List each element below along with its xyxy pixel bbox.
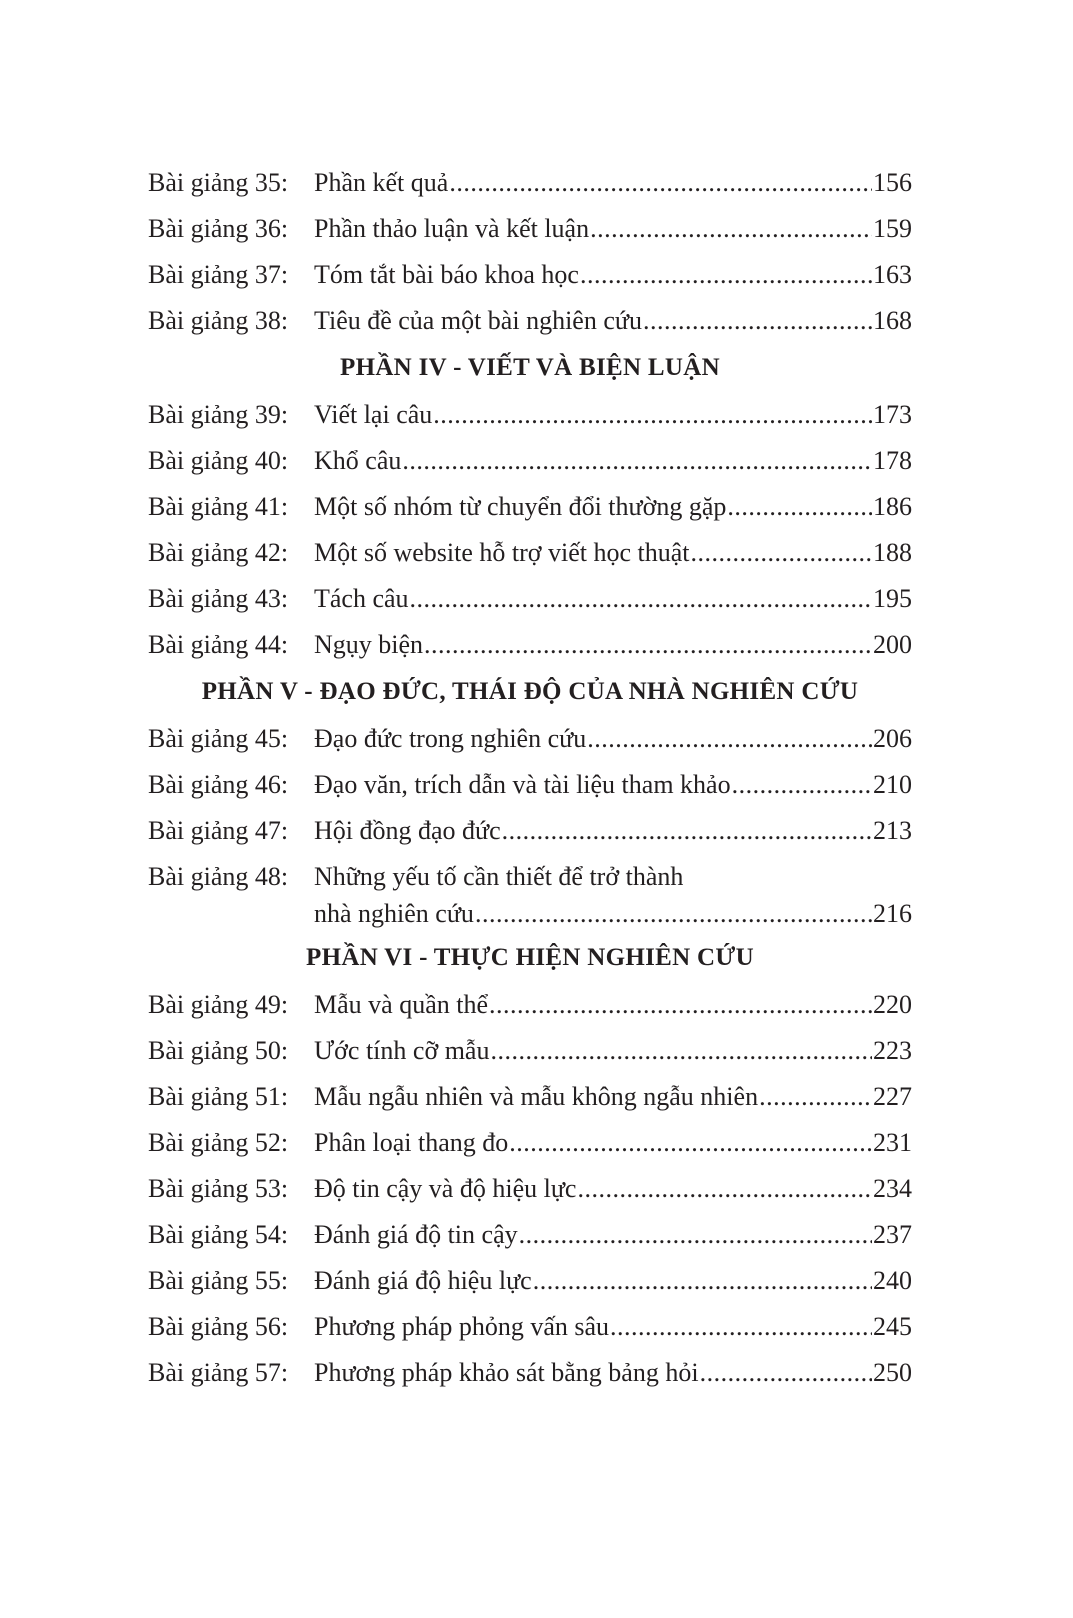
toc-entry [148,762,912,808]
toc-entry [148,530,912,576]
lecture-label: Bài giảng 50: [148,1036,289,1065]
dot-leader [691,530,872,576]
lecture-title: Đánh giá độ tin cậy [314,1220,518,1249]
dot-leader [700,1350,872,1396]
toc-entry [148,1258,912,1304]
page-number: 240 [873,1266,912,1295]
page-number: 173 [873,400,912,429]
toc-entry [148,1304,912,1350]
lecture-title: Tiêu đề của một bài nghiên cứu [314,306,642,335]
lecture-label: Bài giảng 46: [148,770,289,799]
toc-entry [148,484,912,530]
lecture-label: Bài giảng 53: [148,1174,289,1203]
toc-entry [148,298,912,344]
toc-entry [148,576,912,622]
lecture-label: Bài giảng 51: [148,1082,289,1111]
page-number: 156 [873,168,912,197]
page-number: 206 [873,724,912,753]
page-number: 220 [873,990,912,1019]
page-number: 186 [873,492,912,521]
dot-leader [590,206,872,252]
lecture-label: Bài giảng 38: [148,306,289,335]
dot-leader [727,484,872,530]
lecture-label: Bài giảng 47: [148,816,289,845]
toc-entry [148,1028,912,1074]
dot-leader [490,1028,872,1074]
section-heading: PHẦN VI - THỰC HIỆN NGHIÊN CỨU [306,944,754,971]
lecture-label: Bài giảng 44: [148,630,289,659]
page-number: 178 [873,446,912,475]
dot-leader [449,160,872,206]
page-number: 250 [873,1358,912,1387]
dot-leader [402,438,872,484]
lecture-title: Phương pháp phỏng vấn sâu [314,1312,610,1341]
lecture-label: Bài giảng 55: [148,1266,289,1295]
page-number: 237 [873,1220,912,1249]
lecture-title: Một số nhóm từ chuyển đổi thường gặp [314,492,727,521]
toc-entry [148,252,912,298]
lecture-label: Bài giảng 57: [148,1358,289,1387]
dot-leader [732,762,872,808]
dot-leader [587,716,872,762]
lecture-title: Đạo văn, trích dẫn và tài liệu tham khảo [314,770,731,799]
lecture-label: Bài giảng 40: [148,446,289,475]
lecture-title: Mẫu và quần thể [314,990,489,1019]
lecture-title: Phần thảo luận và kết luận [314,214,590,243]
page-number: 231 [873,1128,912,1157]
page-number: 216 [873,899,912,928]
lecture-title: Phương pháp khảo sát bằng bảng hỏi [314,1358,699,1387]
dot-leader [433,392,872,438]
dot-leader [759,1074,872,1120]
toc-entry [148,1166,912,1212]
page-number: 159 [873,214,912,243]
toc-entry [148,160,912,206]
dot-leader [580,252,872,298]
lecture-label: Bài giảng 45: [148,724,289,753]
toc-entry [148,808,912,854]
page-number: 200 [873,630,912,659]
dot-leader [533,1258,872,1304]
toc-entry [148,716,912,762]
lecture-title: Phân loại thang đo [314,1128,509,1157]
lecture-label: Bài giảng 41: [148,492,289,521]
page-number: 195 [873,584,912,613]
lecture-title: Khổ câu [314,446,402,475]
toc-entry [148,392,912,438]
lecture-label: Bài giảng 39: [148,400,289,429]
section-heading: PHẦN IV - VIẾT VÀ BIỆN LUẬN [340,354,720,381]
page-number: 210 [873,770,912,799]
page-number: 213 [873,816,912,845]
toc-entry [148,1212,912,1258]
lecture-title: Những yếu tố cần thiết để trở thành [314,862,684,891]
dot-leader [502,808,872,854]
lecture-title: Viết lại câu [314,400,433,429]
lecture-label: Bài giảng 52: [148,1128,289,1157]
toc-entry [148,1350,912,1396]
lecture-title: Đánh giá độ hiệu lực [314,1266,532,1295]
lecture-label: Bài giảng 42: [148,538,289,567]
dot-leader [475,895,872,932]
lecture-label: Bài giảng 37: [148,260,289,289]
lecture-title: Mẫu ngẫu nhiên và mẫu không ngẫu nhiên [314,1082,759,1111]
lecture-title: Đạo đức trong nghiên cứu [314,724,587,753]
lecture-title: Hội đồng đạo đức [314,816,501,845]
toc-entry [148,438,912,484]
toc-entry [148,1074,912,1120]
table-of-contents [148,160,912,1396]
lecture-title: Độ tin cậy và độ hiệu lực [314,1174,577,1203]
lecture-label: Bài giảng 35: [148,168,289,197]
lecture-label: Bài giảng 36: [148,214,289,243]
lecture-title-continued: nhà nghiên cứu [314,899,474,928]
lecture-title: Ngụy biện [314,630,424,659]
toc-entry [148,982,912,1028]
page-number: 245 [873,1312,912,1341]
lecture-label: Bài giảng 43: [148,584,289,613]
lecture-title: Tóm tắt bài báo khoa học [314,260,579,289]
toc-entry [148,622,912,668]
dot-leader [424,622,872,668]
lecture-label: Bài giảng 49: [148,990,289,1019]
toc-entry [148,206,912,252]
page-number: 227 [873,1082,912,1111]
page-number: 163 [873,260,912,289]
dot-leader [643,298,872,344]
lecture-title: Tách câu [314,584,409,613]
lecture-label: Bài giảng 48: [148,862,289,891]
dot-leader [509,1120,872,1166]
dot-leader [519,1212,872,1258]
lecture-label: Bài giảng 56: [148,1312,289,1341]
page-number: 168 [873,306,912,335]
dot-leader [577,1166,872,1212]
page-number: 188 [873,538,912,567]
page-number: 223 [873,1036,912,1065]
lecture-label: Bài giảng 54: [148,1220,289,1249]
dot-leader [410,576,872,622]
toc-entry [148,1120,912,1166]
lecture-title: Phần kết quả [314,168,449,197]
page-number: 234 [873,1174,912,1203]
toc-entry [148,854,912,934]
section-heading: PHẦN V - ĐẠO ĐỨC, THÁI ĐỘ CỦA NHÀ NGHIÊN CỨU [201,678,859,705]
dot-leader [489,982,872,1028]
lecture-title: Ước tính cỡ mẫu [314,1036,490,1065]
dot-leader [610,1304,872,1350]
lecture-title: Một số website hỗ trợ viết học thuật [314,538,690,567]
